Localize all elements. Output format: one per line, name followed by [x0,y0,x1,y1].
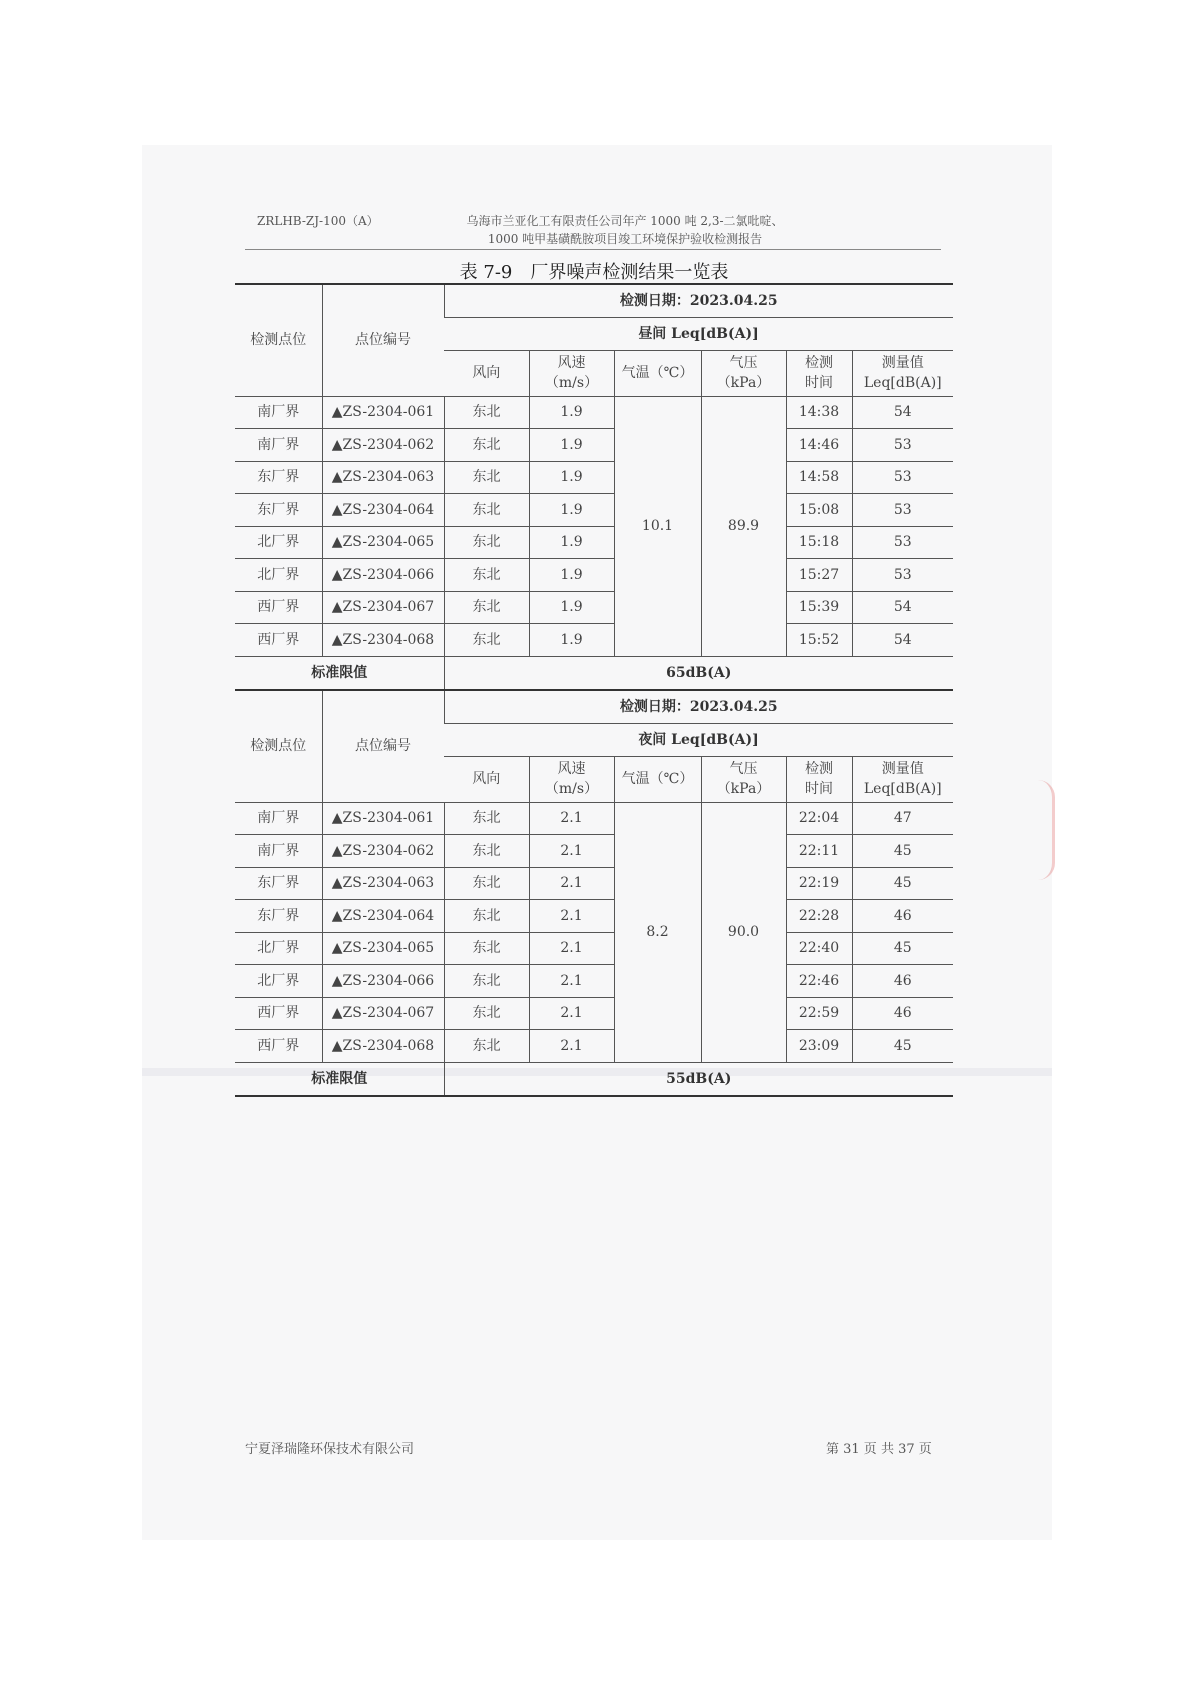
day-period-label: 昼间 Leq[dB(A)] [444,317,953,350]
measured-value-cell: 47 [852,802,953,835]
wind-speed-cell: 1.9 [529,559,614,592]
wind-dir-cell: 东北 [444,396,529,429]
point-id-cell: ▲ZS-2304-065 [322,526,444,559]
wind-speed-header [529,756,614,802]
wind-speed-cell: 2.1 [529,802,614,835]
noise-table-body [235,284,953,1096]
table-row [235,900,953,933]
noise-results-table [235,283,953,1097]
wind-dir-cell: 东北 [444,591,529,624]
table-row [235,396,953,429]
wind-dir-cell: 东北 [444,802,529,835]
point-id-cell: ▲ZS-2304-062 [322,835,444,868]
measured-value-cell: 53 [852,526,953,559]
time-cell: 22:28 [786,900,852,933]
day-limit-label: 标准限值 [235,656,444,690]
location-cell: 南厂界 [235,835,322,868]
pressure-header-line: （kPa） [716,375,771,391]
point-id-cell: ▲ZS-2304-061 [322,802,444,835]
report-title [445,212,805,248]
location-header: 检测点位 [235,690,322,802]
wind-dir-cell: 东北 [444,624,529,657]
measured-value-cell: 53 [852,494,953,527]
point-id-cell: ▲ZS-2304-064 [322,900,444,933]
page-number: 第 31 页 共 37 页 [826,1442,932,1457]
temp-header: 气温（℃） [614,350,701,396]
time-cell: 22:19 [786,867,852,900]
wind-dir-cell: 东北 [444,932,529,965]
location-cell: 西厂界 [235,997,322,1030]
point-id-cell: ▲ZS-2304-061 [322,396,444,429]
time-header-line: 检测 [805,761,833,777]
time-cell: 15:18 [786,526,852,559]
time-cell: 15:39 [786,591,852,624]
wind-dir-cell: 东北 [444,1030,529,1063]
wind-speed-cell: 1.9 [529,591,614,624]
wind-dir-cell: 东北 [444,997,529,1030]
point-id-header: 点位编号 [322,690,444,802]
night-limit-label: 标准限值 [235,1062,444,1096]
wind-speed-header [529,350,614,396]
pressure-header [701,756,786,802]
point-id-header: 点位编号 [322,284,444,396]
location-cell: 东厂界 [235,494,322,527]
point-id-cell: ▲ZS-2304-068 [322,1030,444,1063]
location-cell: 东厂界 [235,900,322,933]
time-header-line: 时间 [805,781,833,797]
measured-value-cell: 45 [852,867,953,900]
table-row [235,429,953,462]
point-id-cell: ▲ZS-2304-064 [322,494,444,527]
time-header [786,350,852,396]
table-row [235,835,953,868]
value-header [852,756,953,802]
day-date-label: 检测日期：2023.04.25 [444,284,953,317]
wind-speed-cell: 1.9 [529,461,614,494]
day-temp-value: 10.1 [614,396,701,656]
time-cell: 15:52 [786,624,852,657]
day-limit-value: 65dB(A) [444,656,953,690]
table-row [235,591,953,624]
time-cell: 15:27 [786,559,852,592]
wind-dir-cell: 东北 [444,965,529,998]
wind-speed-cell: 2.1 [529,900,614,933]
table-row [235,559,953,592]
wind-speed-cell: 2.1 [529,1030,614,1063]
measured-value-cell: 53 [852,559,953,592]
wind-dir-header: 风向 [444,350,529,396]
point-id-cell: ▲ZS-2304-062 [322,429,444,462]
wind-speed-header-line: （m/s） [544,781,599,797]
time-cell: 23:09 [786,1030,852,1063]
wind-dir-cell: 东北 [444,867,529,900]
wind-speed-header-line: （m/s） [544,375,599,391]
location-cell: 西厂界 [235,1030,322,1063]
time-cell: 14:58 [786,461,852,494]
wind-dir-cell: 东北 [444,526,529,559]
header-divider [245,249,941,250]
measured-value-cell: 45 [852,1030,953,1063]
value-header-line: Leq[dB(A)] [863,781,942,797]
point-id-cell: ▲ZS-2304-067 [322,591,444,624]
location-cell: 东厂界 [235,461,322,494]
point-id-cell: ▲ZS-2304-066 [322,965,444,998]
time-cell: 22:59 [786,997,852,1030]
point-id-cell: ▲ZS-2304-066 [322,559,444,592]
wind-dir-cell: 东北 [444,494,529,527]
table-row [235,656,953,690]
wind-speed-cell: 2.1 [529,997,614,1030]
measured-value-cell: 45 [852,932,953,965]
table-row [235,690,953,723]
time-cell: 14:46 [786,429,852,462]
point-id-cell: ▲ZS-2304-063 [322,461,444,494]
night-limit-value: 55dB(A) [444,1062,953,1096]
wind-speed-cell: 1.9 [529,526,614,559]
measured-value-cell: 53 [852,461,953,494]
table-row [235,494,953,527]
wind-dir-cell: 东北 [444,835,529,868]
night-period-label: 夜间 Leq[dB(A)] [444,723,953,756]
location-cell: 北厂界 [235,932,322,965]
time-header [786,756,852,802]
time-header-line: 时间 [805,375,833,391]
wind-speed-header-line: 风速 [557,355,586,371]
location-cell: 南厂界 [235,429,322,462]
wind-dir-cell: 东北 [444,559,529,592]
table-row [235,932,953,965]
measured-value-cell: 54 [852,396,953,429]
table-row [235,965,953,998]
measured-value-cell: 54 [852,591,953,624]
table-title: 表 7-9 厂界噪声检测结果一览表 [459,262,729,283]
day-pressure-value: 89.9 [701,396,786,656]
pressure-header [701,350,786,396]
pressure-header-line: 气压 [729,761,758,777]
wind-speed-cell: 1.9 [529,429,614,462]
location-cell: 东厂界 [235,867,322,900]
measured-value-cell: 46 [852,900,953,933]
wind-speed-cell: 1.9 [529,624,614,657]
wind-dir-cell: 东北 [444,900,529,933]
wind-dir-header: 风向 [444,756,529,802]
wind-speed-cell: 2.1 [529,965,614,998]
location-cell: 北厂界 [235,559,322,592]
wind-dir-cell: 东北 [444,461,529,494]
table-row [235,624,953,657]
wind-speed-cell: 1.9 [529,494,614,527]
value-header [852,350,953,396]
time-cell: 22:11 [786,835,852,868]
point-id-cell: ▲ZS-2304-067 [322,997,444,1030]
time-cell: 22:40 [786,932,852,965]
night-pressure-value: 90.0 [701,802,786,1062]
measured-value-cell: 54 [852,624,953,657]
time-cell: 15:08 [786,494,852,527]
measured-value-cell: 46 [852,965,953,998]
temp-header: 气温（℃） [614,756,701,802]
location-cell: 南厂界 [235,802,322,835]
wind-speed-cell: 2.1 [529,867,614,900]
table-row [235,802,953,835]
measured-value-cell: 45 [852,835,953,868]
location-header: 检测点位 [235,284,322,396]
table-row [235,867,953,900]
value-header-line: 测量值 [881,355,924,371]
report-title-line2: 1000 吨甲基磺酰胺项目竣工环境保护验收检测报告 [487,232,763,246]
point-id-cell: ▲ZS-2304-065 [322,932,444,965]
time-cell: 14:38 [786,396,852,429]
table-row [235,997,953,1030]
table-row [235,284,953,317]
time-header-line: 检测 [805,355,833,371]
wind-dir-cell: 东北 [444,429,529,462]
point-id-cell: ▲ZS-2304-068 [322,624,444,657]
table-row [235,526,953,559]
value-header-line: Leq[dB(A)] [863,375,942,391]
report-title-line1: 乌海市兰亚化工有限责任公司年产 1000 吨 2,3-二氯吡啶、 [466,214,784,228]
location-cell: 北厂界 [235,965,322,998]
wind-speed-header-line: 风速 [557,761,586,777]
night-temp-value: 8.2 [614,802,701,1062]
pressure-header-line: 气压 [729,355,758,371]
location-cell: 南厂界 [235,396,322,429]
location-cell: 北厂界 [235,526,322,559]
table-row [235,461,953,494]
wind-speed-cell: 2.1 [529,932,614,965]
time-cell: 22:04 [786,802,852,835]
doc-code: ZRLHB-ZJ-100（A） [257,214,379,228]
measured-value-cell: 46 [852,997,953,1030]
seal-stamp-edge [1038,780,1055,880]
location-cell: 西厂界 [235,591,322,624]
table-row [235,1030,953,1063]
measured-value-cell: 53 [852,429,953,462]
night-date-label: 检测日期：2023.04.25 [444,690,953,723]
location-cell: 西厂界 [235,624,322,657]
time-cell: 22:46 [786,965,852,998]
point-id-cell: ▲ZS-2304-063 [322,867,444,900]
footer-company: 宁夏泽瑞隆环保技术有限公司 [245,1442,415,1457]
wind-speed-cell: 1.9 [529,396,614,429]
table-row [235,1062,953,1096]
value-header-line: 测量值 [881,761,924,777]
wind-speed-cell: 2.1 [529,835,614,868]
pressure-header-line: （kPa） [716,781,771,797]
